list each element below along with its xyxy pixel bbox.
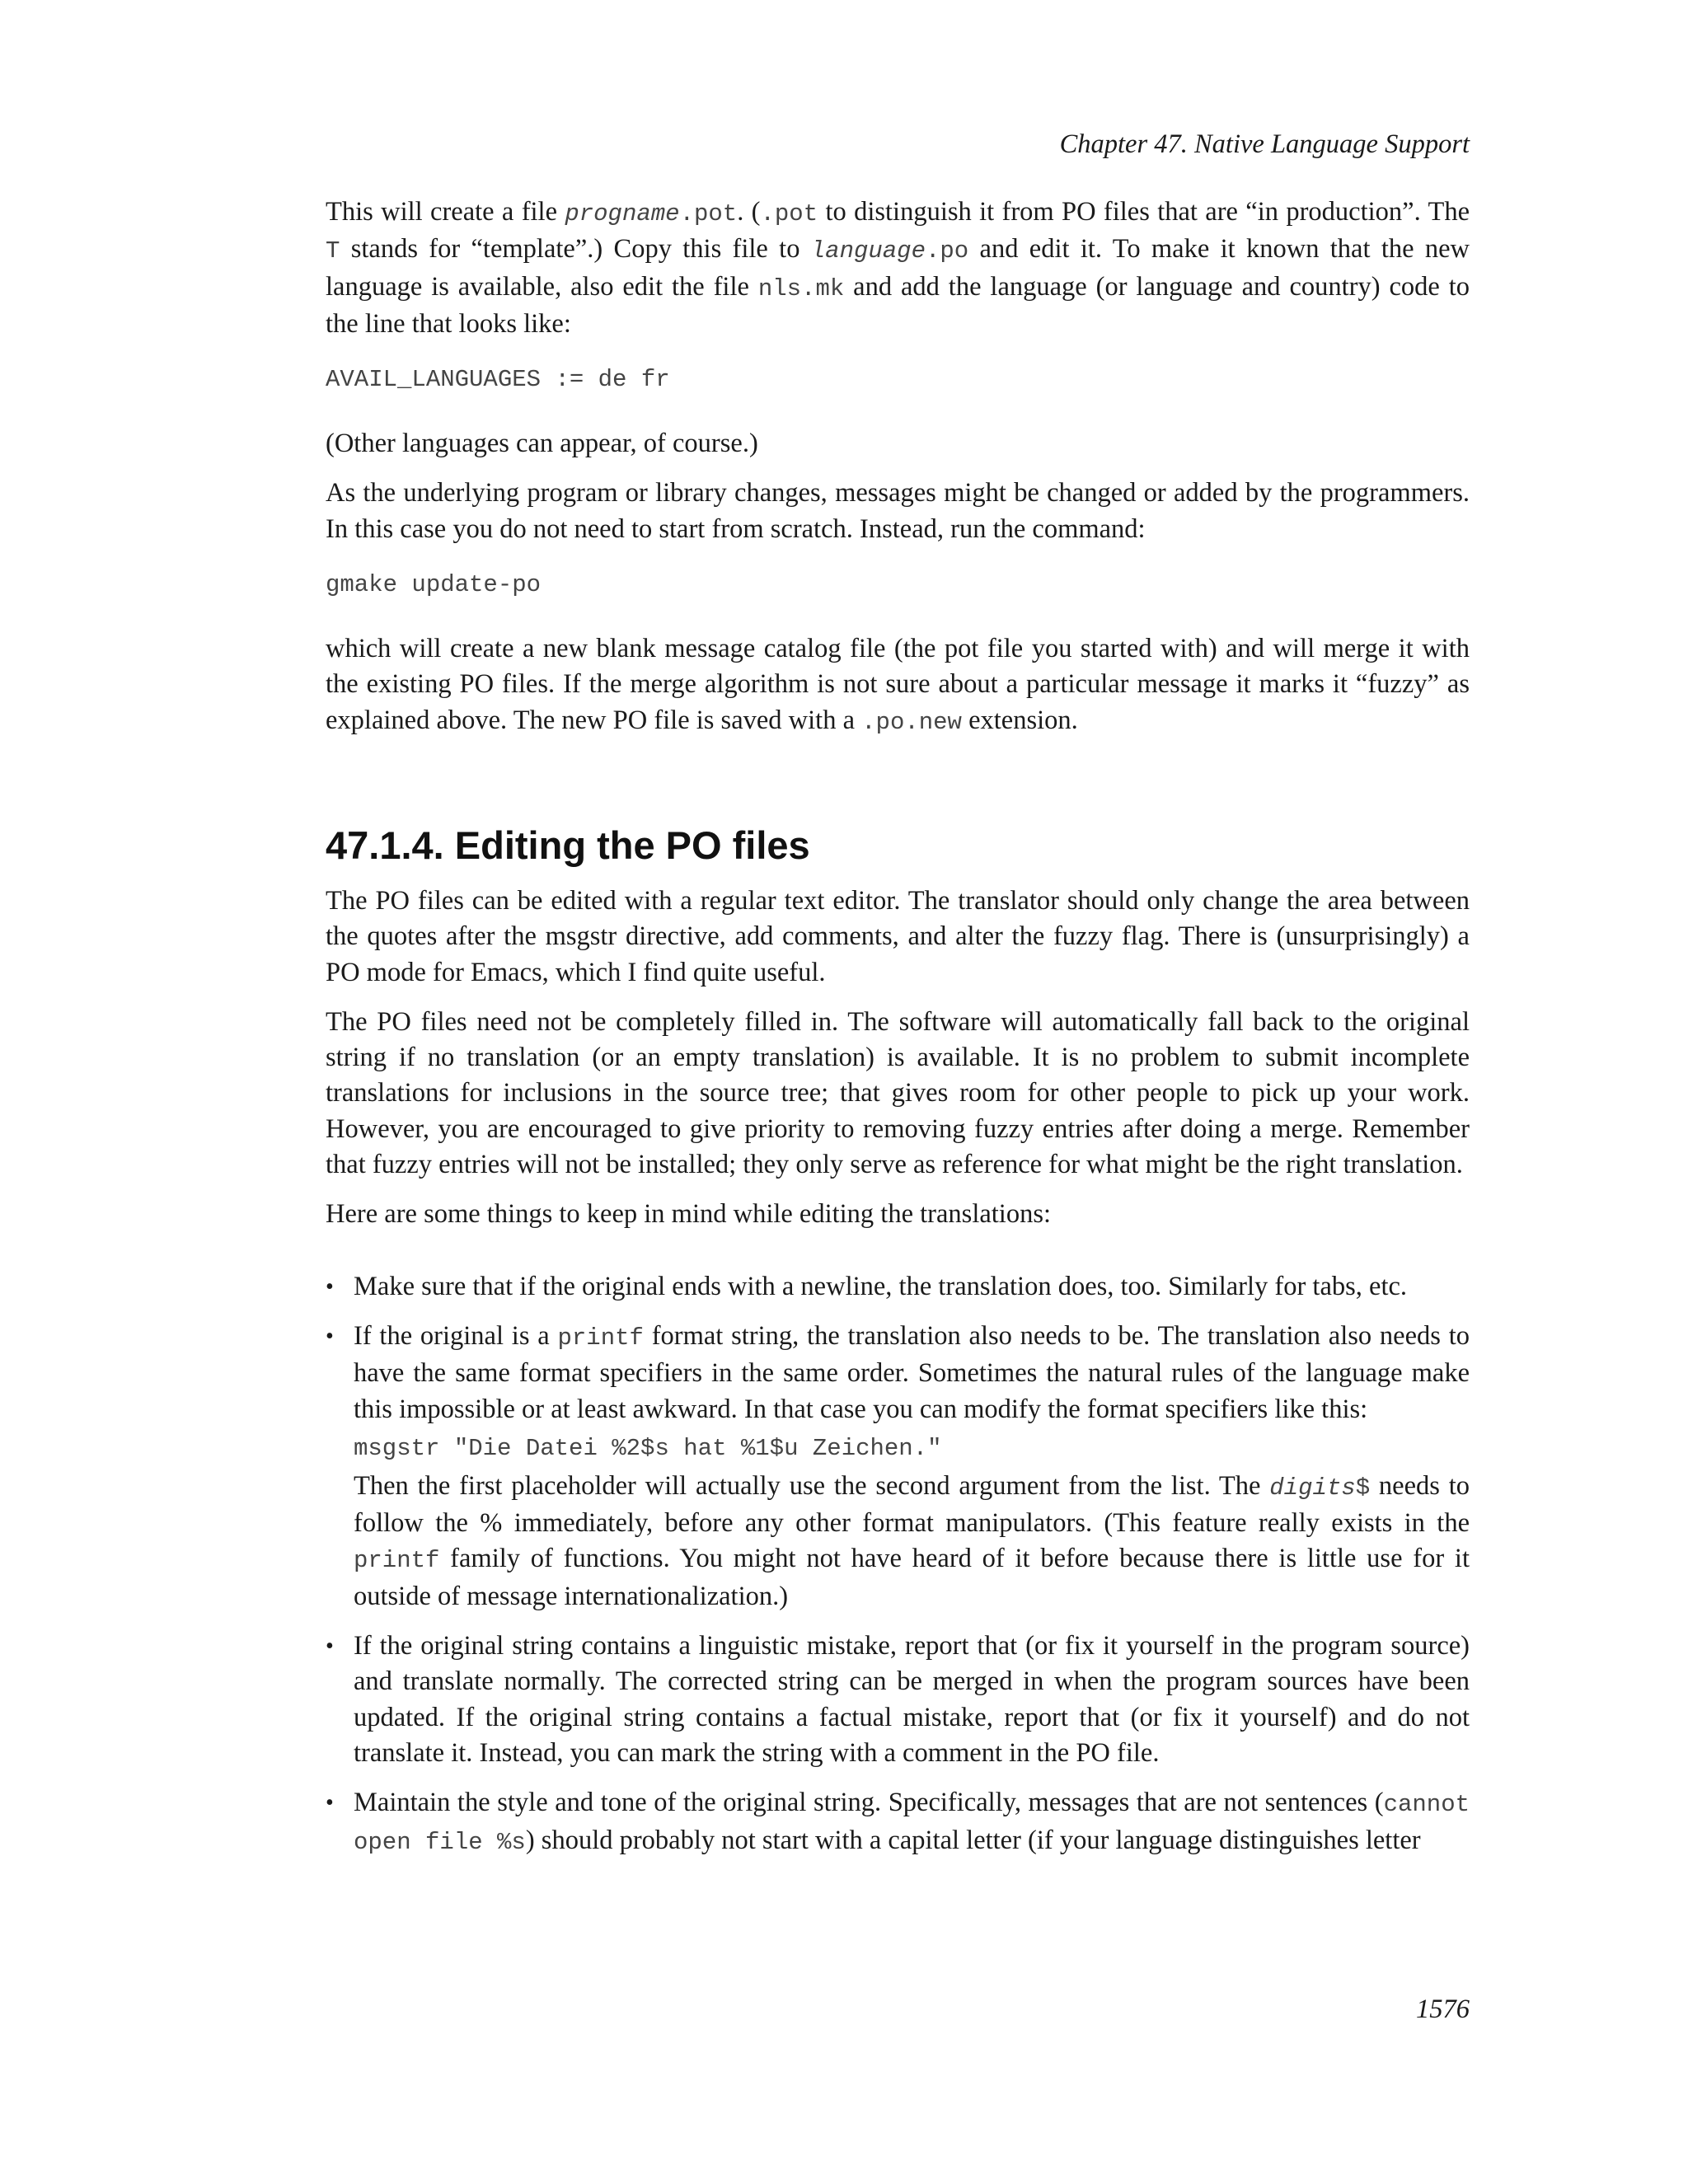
inline-code: $ <box>1355 1474 1371 1502</box>
inline-code: .pot <box>760 200 818 227</box>
inline-code: T <box>326 237 340 265</box>
list-item: • If the original is a printf format string, the translation also needs to be. The translation also needs to have the same format specifiers in the same order. Sometimes the natural rules of the language make this impossible or at least awkward. In that case you can modify the format specifiers like this: msgstr "Die Datei %2$s hat %1$u Zeichen." Then the first placeholder will actually use the second argument from the list. The digits$ needs to follow the % immediately, before any other format manipulators. (This feature really exists in the printf family of functions. You might not have heard of it before because there is little use for it outside of message internationalization.) <box>326 1319 1470 1615</box>
code-block-update-po: gmake update-po <box>326 571 542 599</box>
guidelines-list <box>326 1269 1470 1860</box>
bullet-icon: • <box>326 1790 334 1816</box>
code-block-msgstr: msgstr "Die Datei %2$s hat %1$u Zeichen." <box>354 1434 942 1462</box>
intro-paragraph-3: As the underlying program or library changes, messages might be changed or added by the programmers. In this case you do not need to start from scratch. Instead, run the command: <box>326 478 1470 544</box>
running-header: Chapter 47. Native Language Support <box>1059 129 1470 159</box>
bullet-icon: • <box>326 1273 334 1300</box>
intro-paragraph-1: This will create a file progname.pot. (.pot to distinguish it from PO files that are “in production”. The T stands for “template”.) Copy this file to language.po and edit it. To make it known that the new language is available, also edit the file nls.mk and add the language (or language and country) code to the line that looks like: <box>326 197 1470 339</box>
section-heading: 47.1.4. Editing the PO files <box>326 823 810 867</box>
inline-code: digits <box>1269 1474 1356 1502</box>
bullet-icon: • <box>326 1633 334 1660</box>
inline-code: .po.new <box>861 708 962 736</box>
inline-code: .po <box>926 237 969 265</box>
intro-paragraph-2: (Other languages can appear, of course.) <box>326 429 758 459</box>
page-number: 1576 <box>1416 1994 1470 2024</box>
inline-code: printf <box>557 1324 644 1352</box>
inline-code: progname <box>565 200 680 227</box>
section-paragraph-1: The PO files can be edited with a regular text editor. The translator should only change the area between the quotes after the msgstr directive, add comments, and alter the fuzzy flag. There is (unsurprisingly) a PO mode for Emacs, which I find quite useful. <box>326 885 1470 987</box>
code-block-avail-languages: AVAIL_LANGUAGES := de fr <box>326 366 670 394</box>
list-item: • Make sure that if the original ends with a newline, the translation does, too. Similarly for tabs, etc. <box>326 1269 1470 1305</box>
inline-code: cannot open file %s <box>354 1791 1470 1856</box>
document-page <box>326 0 1470 2184</box>
section-paragraph-2: The PO files need not be completely filled in. The software will automatically fall back to the original string if no translation (or an empty translation) is available. It is no problem to submit incomplete translations for inclusions in the source tree; that gives room for other people to pick up your work. However, you are encouraged to give priority to removing fuzzy entries after doing a merge. Remember that fuzzy entries will not be installed; they only serve as reference for what might be the right translation. <box>326 1006 1470 1180</box>
bullet-icon: • <box>326 1323 334 1349</box>
list-item: • Maintain the style and tone of the original string. Specifically, messages that are not sentences (cannot open file %s) should probably not start with a capital letter (if your language distinguishes letter <box>326 1785 1470 1860</box>
inline-code: printf <box>354 1547 440 1575</box>
list-item: • If the original string contains a linguistic mistake, report that (or fix it yourself in the program source) and translate normally. The corrected string can be merged in when the program sources have been updated. If the original string contains a factual mistake, report that (or fix it yourself) and do not translate it. Instead, you can mark the string with a comment in the PO file. <box>326 1629 1470 1771</box>
section-paragraph-3: Here are some things to keep in mind while editing the translations: <box>326 1199 1052 1230</box>
inline-code: language <box>810 237 926 265</box>
inline-code: .pot <box>679 200 738 227</box>
intro-paragraph-4: which will create a new blank message catalog file (the pot file you started with) and will merge it with the existing PO files. If the merge algorithm is not sure about a particular message it marks it “fuzzy” as explained above. The new PO file is saved with a .po.new extension. <box>326 634 1470 736</box>
inline-code: nls.mk <box>757 274 845 302</box>
body-text <box>326 194 1470 1874</box>
